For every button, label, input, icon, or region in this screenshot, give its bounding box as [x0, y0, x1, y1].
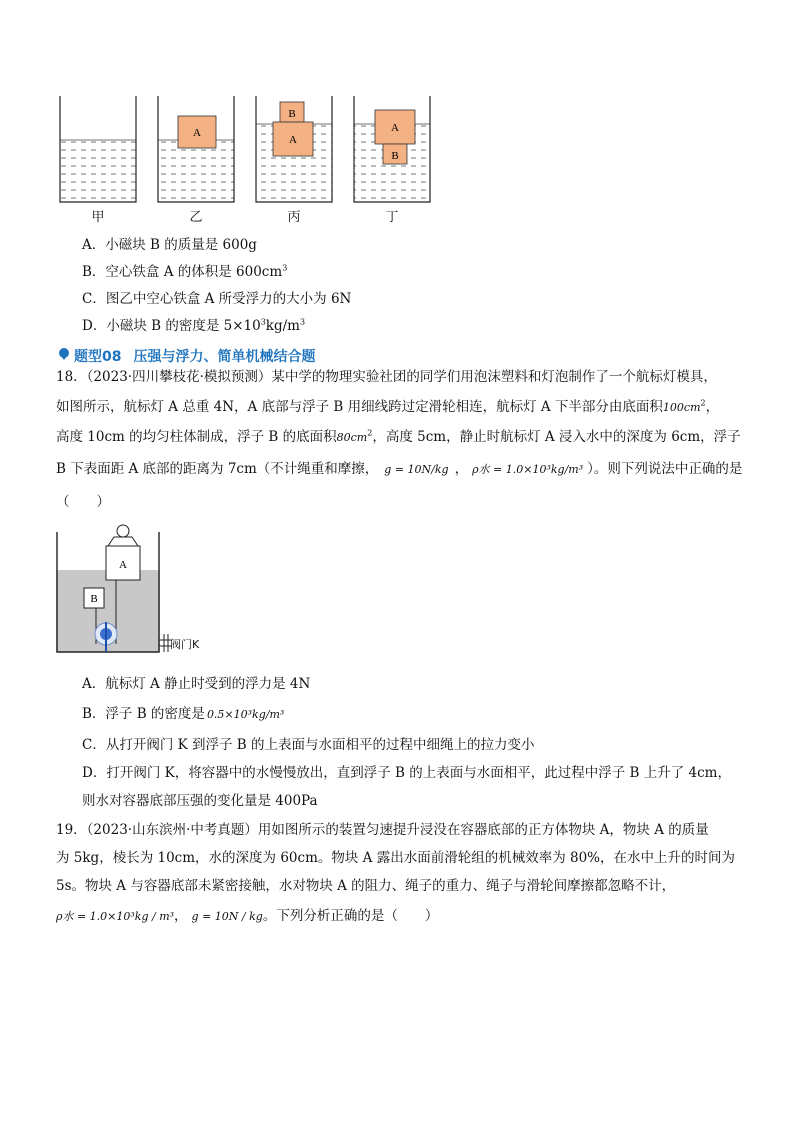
q19-line-3: 5s。物块 A 与容器底部未紧密接触，水对物块 A 的阻力、绳子的重力、绳子与滑轮间摩擦都忽略不计，: [56, 878, 676, 894]
q18-line-4: B 下表面距 A 底部的距离为 7cm（不计绳重和摩擦， g = 10N/kg ， ρ水 = 1.0×10³kg/m³ ）。则下列说法中正确的是: [56, 461, 743, 477]
svg-text:A: A: [391, 122, 399, 134]
figure-label-bing: 丙: [287, 210, 301, 225]
q18-line-1: 18．（2023·四川攀枝花·模拟预测）某中学的物理实验社团的同学们用泡沫塑料和灯泡制作了一个航标灯模具，: [56, 369, 717, 385]
q19-line-1: 19．（2023·山东滨州·中考真题）用如图所示的装置匀速提升浸没在容器底部的正方体物块 A，物块 A 的质量: [56, 822, 709, 838]
figure-label-yi: 乙: [189, 210, 203, 225]
q18-answer-bracket: （ ）: [56, 494, 110, 510]
q18-option-d: D．打开阀门 K，将容器中的水慢慢放出，直到浮子 B 的上表面与水面相平，此过程中浮子 B 上升了 4cm，: [82, 765, 731, 781]
svg-text:B: B: [90, 593, 98, 605]
q18-option-b: B．浮子 B 的密度是 0.5×10³kg/m³: [82, 706, 285, 722]
q19-line-4: ρ水 = 1.0×10³kg / m³， g = 10N / kg。下列分析正确的是（ ）: [56, 908, 439, 924]
q18-option-c: C．从打开阀门 K 到浮子 B 的上表面与水面相平的过程中细绳上的拉力变小: [82, 737, 535, 753]
q17-option-a: A．小磁块 B 的质量是 600g: [82, 237, 257, 253]
svg-text:A: A: [289, 134, 297, 146]
container-jia: [60, 96, 136, 202]
q18-option-d-continued: 则水对容器底部压强的变化量是 400Pa: [82, 793, 318, 809]
container-ding: [354, 96, 430, 202]
figure-label-ding: 丁: [385, 210, 399, 225]
q17-option-b: B．空心铁盒 A 的体积是 $600cm^3$: [82, 263, 288, 280]
figure-label-jia: 甲: [91, 210, 105, 225]
buoyancy-containers-figure: [50, 90, 450, 205]
svg-text:B: B: [288, 108, 296, 120]
box-a-label: A: [119, 559, 127, 571]
q17-option-c: C．图乙中空心铁盒 A 所受浮力的大小为 6N: [82, 291, 352, 307]
q17-option-d: D．小磁块 B 的密度是 $5\times 10^3kg/m^3$: [82, 317, 306, 334]
q18-line-2: 如图所示，航标灯 A 总重 4N，A 底部与浮子 B 用细线跨过定滑轮相连，航标灯 A 下半部分由底面积$100cm^2$，: [56, 398, 720, 415]
section-heading: 题型08 压强与浮力、简单机械结合题: [74, 349, 316, 365]
q18-option-a: A．航标灯 A 静止时受到的浮力是 4N: [82, 676, 311, 692]
lighthouse-float-figure: [56, 522, 226, 660]
container-yi: [158, 96, 234, 202]
svg-text:B: B: [391, 150, 399, 162]
q19-line-2: 为 5kg，棱长为 10cm，水的深度为 60cm。物块 A 露出水面前滑轮组的机械效率为 80%，在水中上升的时间为: [56, 850, 735, 866]
container-bing: [256, 96, 332, 202]
valve-k-label: 阀门K: [170, 638, 200, 651]
svg-text:A: A: [193, 127, 201, 139]
q18-line-3: 高度 10cm 的均匀柱体制成，浮子 B 的底面积$80cm^2$，高度 5cm，静止时航标灯 A 浸入水中的深度为 6cm，浮子: [56, 428, 741, 445]
